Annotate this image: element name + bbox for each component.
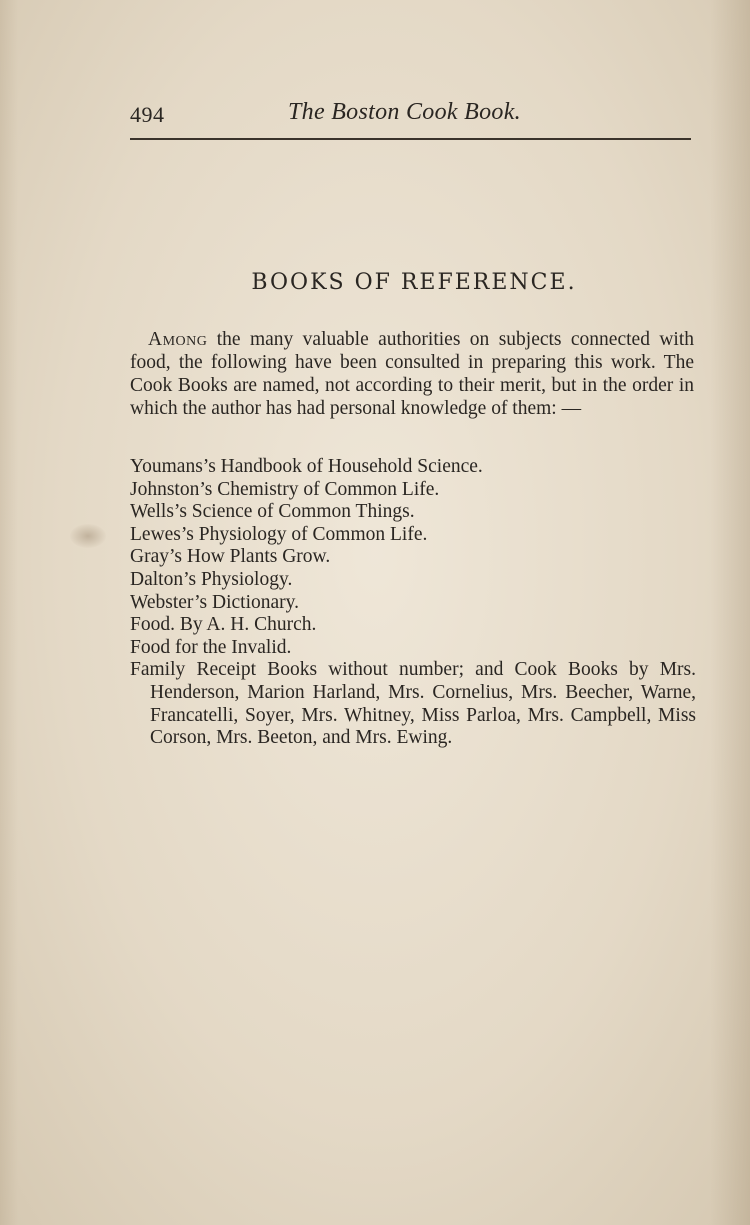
running-title: The Boston Cook Book. <box>288 99 521 125</box>
header-rule <box>130 138 691 140</box>
reference-item: Webster’s Dictionary. <box>130 591 300 613</box>
gutter-shadow <box>0 0 18 1225</box>
section-heading: BOOKS OF REFERENCE. <box>251 270 577 295</box>
paper-stain <box>70 524 106 548</box>
reference-item: Food. By A. H. Church. <box>130 614 317 636</box>
page-edge-shadow <box>710 0 750 1225</box>
reference-item: Wells’s Science of Common Things. <box>130 501 415 523</box>
intro-paragraph <box>130 328 694 420</box>
reference-item: Lewes’s Physiology of Common Life. <box>130 523 428 545</box>
reference-item: Youmans’s Handbook of Household Science. <box>130 456 483 477</box>
page-header <box>130 98 690 132</box>
reference-item: Gray’s How Plants Grow. <box>130 546 331 568</box>
page-number: 494 <box>130 102 165 127</box>
reference-list <box>130 456 696 750</box>
reference-item: Johnston’s Chemistry of Common Life. <box>130 478 440 500</box>
reference-item: Family Receipt Books without number; and Cook Books by Mrs. Henderson, Marion Harland, Mrs. Cornelius, Mrs. Beecher, Warne, Francatelli, Soyer, Mrs. Whitney, Miss Parloa, Mrs. Campbell, Miss Corson, Mrs. Beeton, and Mrs. Ewing. <box>130 659 696 749</box>
reference-item: Food for the Invalid. <box>130 636 292 658</box>
reference-item: Dalton’s Physiology. <box>130 568 293 590</box>
intro-text: the many valuable authorities on subjects connected with food, the following have been consulted in preparing this work. The Cook Books are named, not according to their merit, but in the order in which the author has had personal knowledge of them: — <box>130 329 694 419</box>
intro-first-word: Among <box>148 329 208 350</box>
